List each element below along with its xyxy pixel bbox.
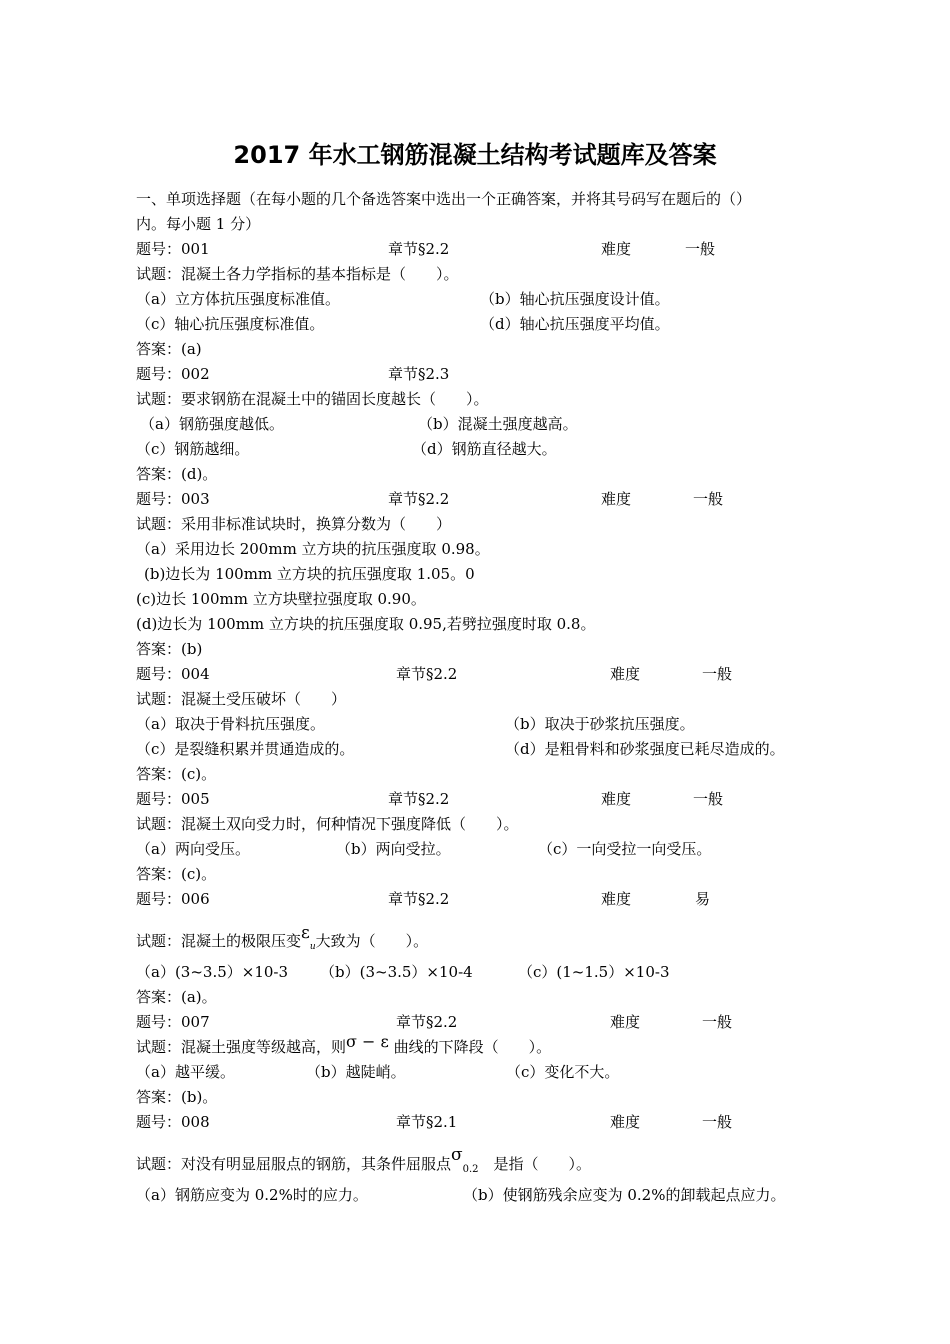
q1-stem: 试题：混凝土各力学指标的基本指标是（ ）。	[136, 265, 459, 283]
q1-id: 题号：001	[136, 240, 210, 258]
q6-stem-post: 大致为（ ）。	[315, 932, 429, 950]
q5-option-c: （c）一向受拉一向受压。	[538, 840, 712, 858]
q4-difficulty: 一般	[702, 665, 733, 683]
q6-id: 题号：006	[136, 890, 210, 908]
q7-option-c: （c）变化不大。	[506, 1063, 620, 1081]
q1-chapter: 章节§2.2	[388, 240, 450, 258]
q2-option-b: （b）混凝土强度越高。	[418, 415, 578, 433]
q6-difficulty-label: 难度	[601, 890, 632, 908]
q4-option-b: （b）取决于砂浆抗压强度。	[505, 715, 695, 733]
q7-stem	[136, 1032, 552, 1056]
q3-difficulty: 一般	[693, 490, 724, 508]
q3-option-b: (b)边长为 100mm 立方块的抗压强度取 1.05。0	[144, 565, 475, 583]
q7-difficulty: 一般	[702, 1013, 733, 1031]
q7-stem-post: 曲线的下降段（ ）。	[388, 1038, 552, 1056]
q1-answer: 答案：(a)	[136, 340, 202, 358]
q2-answer: 答案：(d)。	[136, 465, 218, 483]
q7-chapter: 章节§2.2	[396, 1013, 458, 1031]
q5-chapter: 章节§2.2	[388, 790, 450, 808]
q5-id: 题号：005	[136, 790, 210, 808]
q8-option-b: （b）使钢筋残余应变为 0.2%的卸载起点应力。	[463, 1186, 786, 1204]
q8-stem	[136, 1145, 592, 1179]
q3-id: 题号：003	[136, 490, 210, 508]
q7-option-b: （b）越陡峭。	[306, 1063, 406, 1081]
q7-answer: 答案：(b)。	[136, 1088, 218, 1106]
q2-stem: 试题：要求钢筋在混凝土中的锚固长度越长（ ）。	[136, 390, 489, 408]
q4-option-d: （d）是粗骨料和砂浆强度已耗尽造成的。	[505, 740, 785, 758]
document-title: 2017 年水工钢筋混凝土结构考试题库及答案	[233, 141, 717, 169]
q2-option-d: （d）钢筋直径越大。	[412, 440, 557, 458]
q3-option-c: (c)边长 100mm 立方块壁拉强度取 0.90。	[136, 590, 426, 608]
q1-option-d: （d）轴心抗压强度平均值。	[480, 315, 670, 333]
q6-answer: 答案：(a)。	[136, 988, 217, 1006]
q7-difficulty-label: 难度	[610, 1013, 641, 1031]
q1-option-c: （c）轴心抗压强度标准值。	[136, 315, 325, 333]
q8-id: 题号：008	[136, 1113, 210, 1131]
q2-option-a: （a）钢筋强度越低。	[140, 415, 284, 433]
q6-chapter: 章节§2.2	[388, 890, 450, 908]
q1-difficulty-label: 难度	[601, 240, 632, 258]
q6-option-b: （b）(3~3.5）×10-4	[320, 963, 473, 981]
q5-option-a: （a）两向受压。	[136, 840, 250, 858]
q8-chapter: 章节§2.1	[396, 1113, 458, 1131]
q5-option-b: （b）两向受拉。	[336, 840, 451, 858]
q4-difficulty-label: 难度	[610, 665, 641, 683]
q5-answer: 答案：(c)。	[136, 865, 217, 883]
q8-stem-pre: 试题：对没有明显屈服点的钢筋，其条件屈服点	[136, 1155, 452, 1173]
q3-option-d: (d)边长为 100mm 立方块的抗压强度取 0.95,若劈拉强度时取 0.8。	[136, 615, 596, 633]
q6-stem	[136, 923, 429, 956]
q6-option-a: （a）(3~3.5）×10-3	[136, 963, 289, 981]
sigma-subscript: 0.2	[462, 1164, 479, 1175]
q5-difficulty: 一般	[693, 790, 724, 808]
section-intro-line2: 内。每小题 1 分）	[136, 215, 261, 233]
q1-option-a: （a）立方体抗压强度标准值。	[136, 290, 340, 308]
q8-stem-post: 是指（ ）。	[478, 1155, 592, 1173]
q8-difficulty-label: 难度	[610, 1113, 641, 1131]
q2-option-c: （c）钢筋越细。	[136, 440, 250, 458]
q4-option-a: （a）取决于骨料抗压强度。	[136, 715, 325, 733]
q3-answer: 答案：(b)	[136, 640, 203, 658]
q2-chapter: 章节§2.3	[388, 365, 450, 383]
epsilon-subscript: u	[309, 942, 316, 952]
q3-option-a: （a）采用边长 200mm 立方块的抗压强度取 0.98。	[136, 540, 490, 558]
q5-difficulty-label: 难度	[601, 790, 632, 808]
sigma-symbol: σ	[451, 1145, 463, 1165]
q3-stem: 试题：采用非标准试块时，换算分数为（ ）	[136, 515, 452, 533]
q3-chapter: 章节§2.2	[388, 490, 450, 508]
q4-chapter: 章节§2.2	[396, 665, 458, 683]
section-intro-line1: 一、单项选择题（在每小题的几个备选答案中选出一个正确答案，并将其号码写在题后的（）	[136, 190, 752, 208]
q5-stem: 试题：混凝土双向受力时，何种情况下强度降低（ ）。	[136, 815, 519, 833]
q4-option-c: （c）是裂缝积累并贯通造成的。	[136, 740, 355, 758]
q7-id: 题号：007	[136, 1013, 210, 1031]
q3-difficulty-label: 难度	[601, 490, 632, 508]
q1-option-b: （b）轴心抗压强度设计值。	[480, 290, 670, 308]
q4-answer: 答案：(c)。	[136, 765, 217, 783]
q6-option-c: （c）(1~1.5）×10-3	[518, 963, 670, 981]
q6-difficulty: 易	[695, 890, 711, 908]
q2-id: 题号：002	[136, 365, 210, 383]
q8-option-a: （a）钢筋应变为 0.2%时的应力。	[136, 1186, 368, 1204]
q6-stem-pre: 试题：混凝土的极限压变	[136, 932, 302, 950]
sigma-epsilon-symbol: σ − ε	[346, 1032, 389, 1051]
epsilon-symbol: ε	[301, 923, 310, 943]
q8-difficulty: 一般	[702, 1113, 733, 1131]
q4-stem: 试题：混凝土受压破坏（ ）	[136, 690, 347, 708]
q4-id: 题号：004	[136, 665, 210, 683]
q7-option-a: （a）越平缓。	[136, 1063, 235, 1081]
q1-difficulty: 一般	[685, 240, 716, 258]
q7-stem-pre: 试题：混凝土强度等级越高，则	[136, 1038, 347, 1056]
